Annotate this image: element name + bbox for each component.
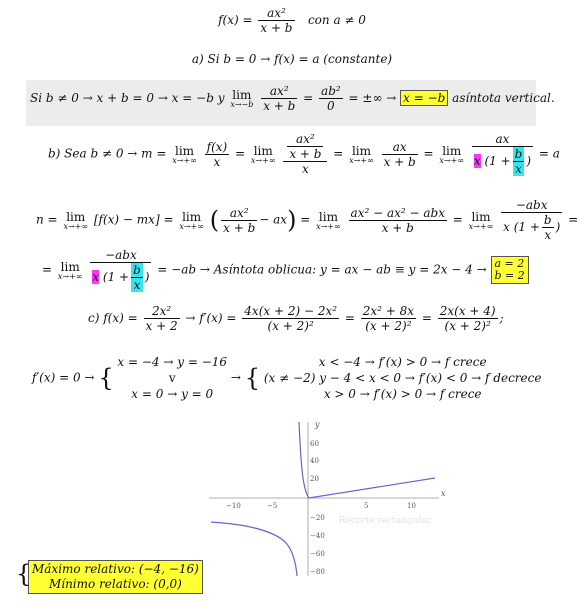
vertical-asymptote-line: Si b ≠ 0 → x + b = 0 → x = −b y lim x→−b $\frac{\text{ax²}}{x + b}$ = $\frac{\text{ab²}}{0}$ = ±∞ → x = −b asíntota vertical. xyxy=(30,84,555,113)
min-relative: Mínimo relativo: (0,0) xyxy=(48,577,182,591)
function-definition xyxy=(0,6,584,35)
y-axis-label: y xyxy=(315,420,320,429)
left-branch-curve xyxy=(211,522,297,576)
n-line: n = lim x→+∞ [f(x) − mx] = lim x→+∞ ( $\frac{\text{ax²}}{x + b}$ − ax) = lim x→+∞ $\frac{\text{ax² − ax² − abx}}{x + b}$ = lim x→+∞ −abx x (1 + $\frac{b}{x}$ ) = xyxy=(36,198,579,242)
condition: con a ≠ 0 xyxy=(307,13,366,27)
part-b-slope: b) Sea b ≠ 0 → m = lim x→+∞ $\frac{f(x)}{x}$ = lim x→+∞ $\frac{\frac{\text{ax²}}{x + b}}{x}$ = lim x→+∞ $\frac{ax}{x + b}$ = lim x→+∞ ax x (1 + $\frac{b}{x}$ ) = a xyxy=(48,132,560,176)
right-branch-curve xyxy=(299,422,435,498)
fx-fraction: $\frac{\text{ax²}}{x + b}$ xyxy=(260,6,293,35)
function-graph xyxy=(203,418,446,578)
max-relative: Máximo relativo: (−4, −16) xyxy=(32,562,199,576)
y-tick-label: −20 xyxy=(310,514,325,522)
y-tick-label: −40 xyxy=(310,532,325,540)
y-tick-label: −60 xyxy=(310,550,325,558)
y-tick-label: 40 xyxy=(310,457,319,465)
fx-label: f(x) = xyxy=(218,13,253,27)
x-axis-label: x xyxy=(441,489,446,498)
x-tick-label: −5 xyxy=(267,502,278,510)
x-tick-label: 10 xyxy=(407,502,416,510)
vertical-asymptote-highlight: x = −b xyxy=(400,90,448,106)
part-c-derivative: c) f(x) = $\frac{\text{2x²}}{x + 2}$ → f′(x) = $\frac{\text{4x(x + 2) − 2x²}}{\text{(x + 2)²}}$ = $\frac{\text{2x² + 8x}}{\text{(x + 2)²}}$ = $\frac{2x(x + 4)}{\text{(x + 2)²}}$ ; xyxy=(88,304,504,333)
oblique-asymptote: = lim x→+∞ −abx x (1 + $\frac{b}{x}$ ) = −ab → Asíntota oblicua: y = ax − ab ≡ y = 2x − 4 → a = 2 b = 2 xyxy=(42,248,529,292)
oblique-parameters: a = 2 b = 2 xyxy=(491,256,529,284)
critical-points: f′(x) = 0 → { x = −4 → y = −16 v x = 0 → y = 0 → { x < −4 → f′(x) > 0 → f crece (x ≠ −2) y − 4 < x < 0 → f′(x) < 0 → f decrece x > 0 → f′(x) > 0 → f crece xyxy=(32,355,542,401)
y-tick-label: 20 xyxy=(310,475,319,483)
x-tick-label: −10 xyxy=(226,502,241,510)
y-tick-label: −80 xyxy=(310,568,325,576)
x-tick-label: 5 xyxy=(364,502,369,510)
part-a: a) Si b = 0 → f(x) = a (constante) xyxy=(191,52,393,66)
y-tick-label: 60 xyxy=(310,440,319,448)
watermark: Recorte rectangular xyxy=(338,516,431,526)
relative-extrema: { Máximo relativo: (−4, −16) Mínimo relativo: (0,0) xyxy=(28,560,203,594)
